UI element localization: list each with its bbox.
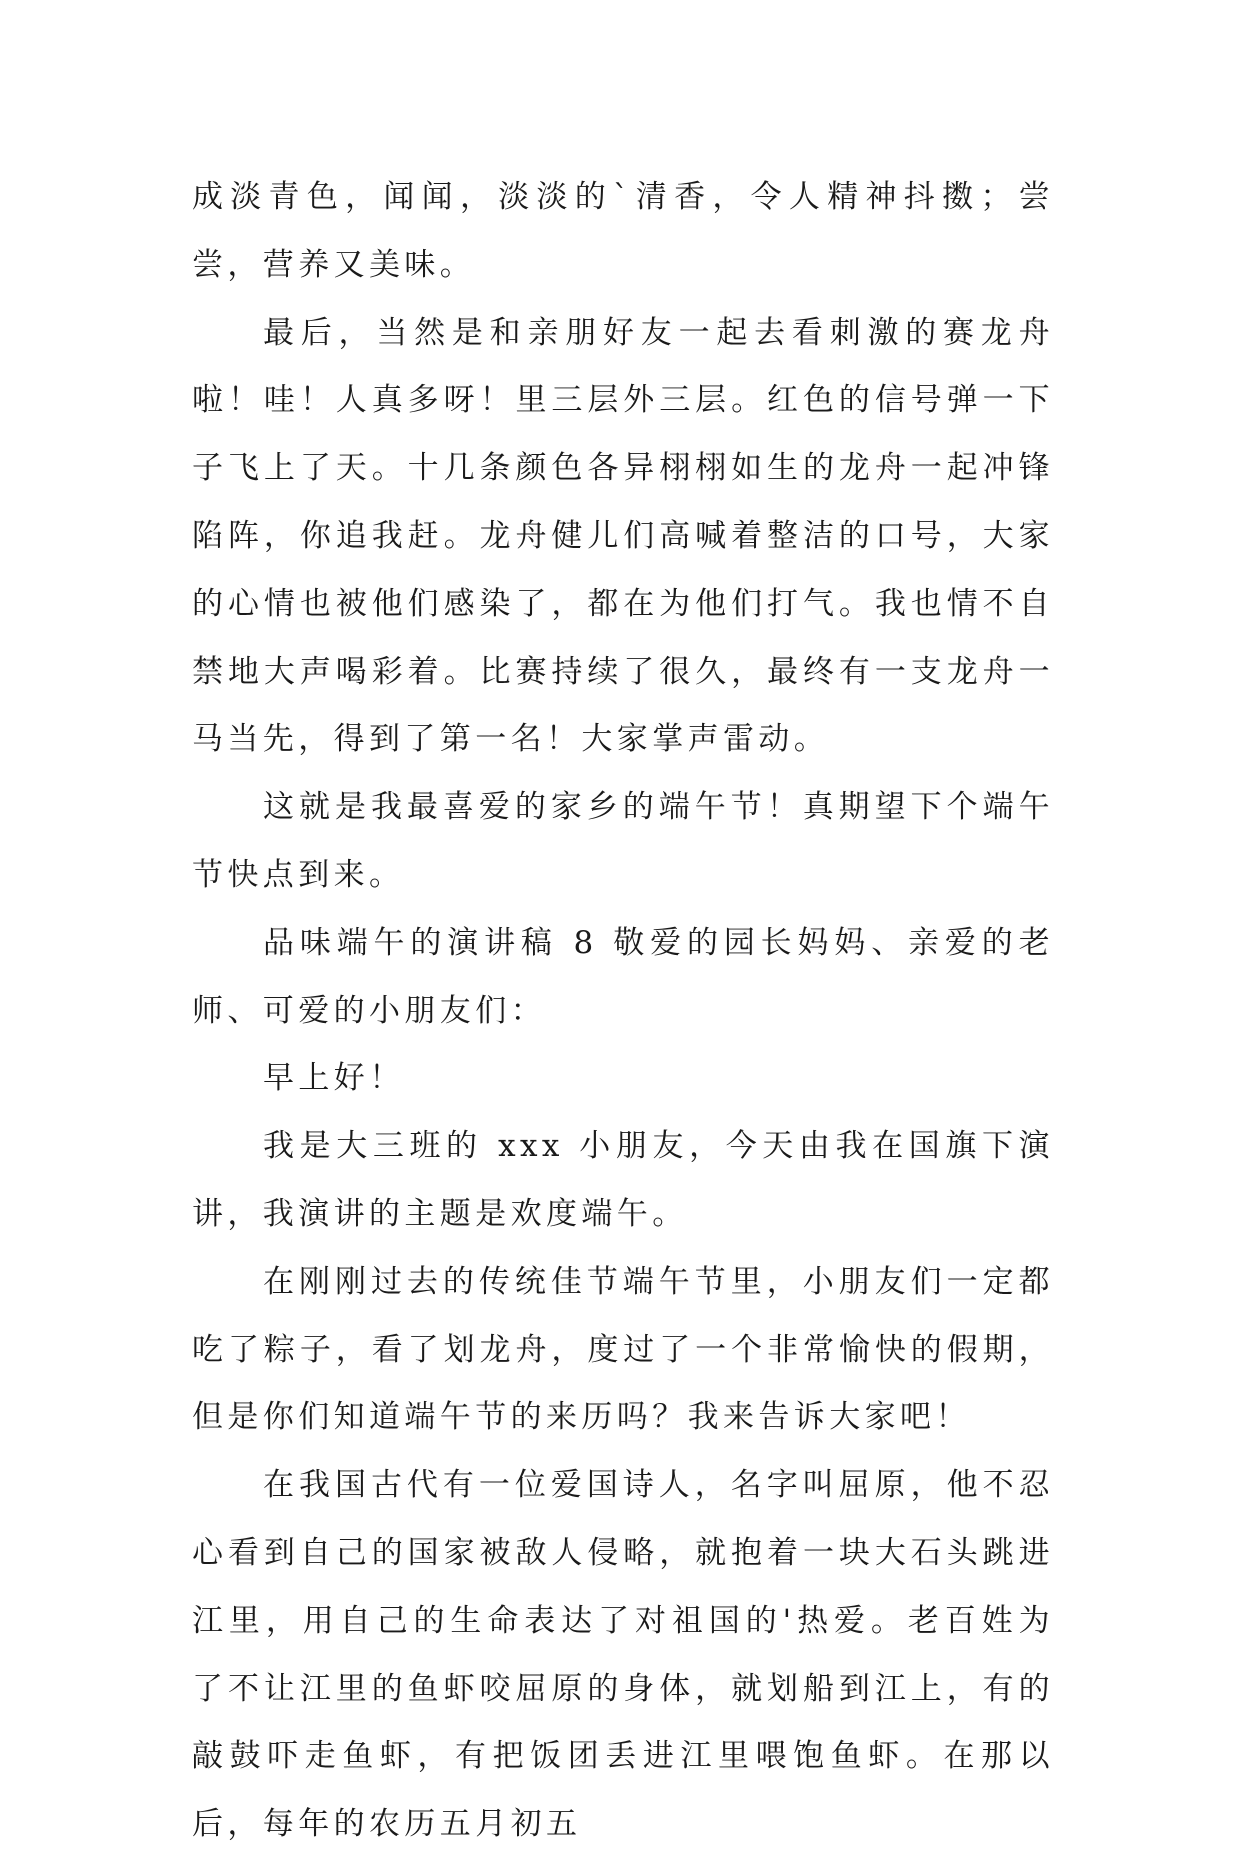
paragraph: 成淡青色，闻闻，淡淡的`清香，令人精神抖擞；尝尝，营养又美味。: [192, 179, 1054, 283]
paragraph: 品味端午的演讲稿 8 敬爱的园长妈妈、亲爱的老师、可爱的小朋友们：: [192, 924, 1054, 1029]
paragraph: 在刚刚过去的传统佳节端午节里，小朋友们一定都吃了粽子，看了划龙舟，度过了一个非常愉快的假期，但是你们知道端午节的来历吗？我来告诉大家吧！: [192, 1263, 1054, 1436]
paragraph: 我是大三班的 xxx 小朋友，今天由我在国旗下演讲，我演讲的主题是欢度端午。: [192, 1128, 1054, 1232]
paragraph: 早上好！: [263, 1060, 405, 1097]
paragraph: 在我国古代有一位爱国诗人，名字叫屈原，他不忍心看到自己的国家被敌人侵略，就抱着一块大石头跳进江里，用自己的生命表达了对祖国的'热爱。老百姓为了不让江里的鱼虾咬屈原的身体，就划船到江上，有的敲鼓吓走鱼虾，有把饭团丢进江里喂饱鱼虾。在那以后，每年的农历五月初五: [192, 1467, 1054, 1843]
paragraph: 这就是我最喜爱的家乡的端午节！真期望下个端午节快点到来。: [192, 789, 1054, 893]
paragraph: 最后，当然是和亲朋好友一起去看刺激的赛龙舟啦！哇！人真多呀！里三层外三层。红色的信号弹一下子飞上了天。十几条颜色各异栩栩如生的龙舟一起冲锋陷阵，你追我赶。龙舟健儿们高喊着整洁的口号，大家的心情也被他们感染了，都在为他们打气。我也情不自禁地大声喝彩着。比赛持续了很久，最终有一支龙舟一马当先，得到了第一名！大家掌声雷动。: [192, 314, 1054, 758]
document-body: [192, 164, 1054, 1859]
